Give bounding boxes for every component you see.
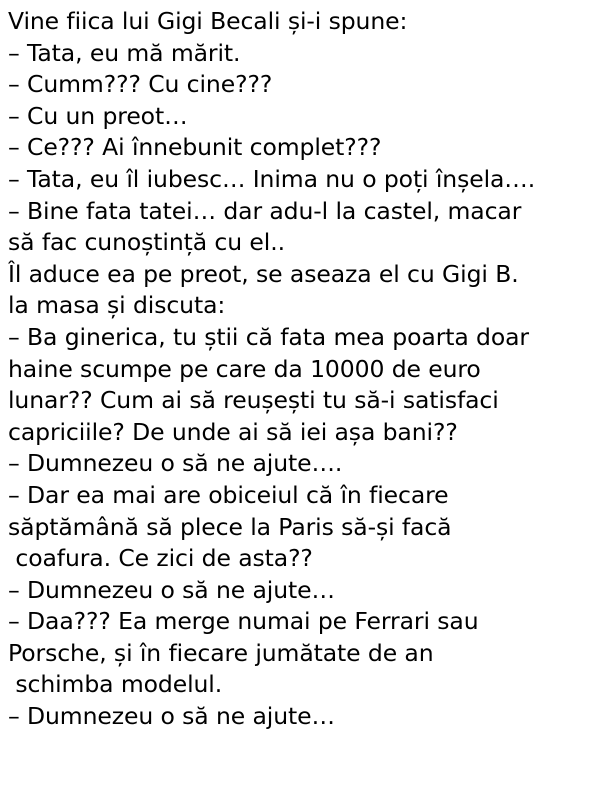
text-line: schimba modelul. bbox=[8, 670, 223, 699]
text-line: haine scumpe pe care da 10000 de euro bbox=[8, 354, 481, 383]
text-line: Porsche, și în fiecare jumătate de an bbox=[8, 638, 434, 667]
text-line: Vine fiica lui Gigi Becali și-i spune: bbox=[8, 7, 408, 35]
text-line: – Dumnezeu o să ne ajute…. bbox=[8, 449, 343, 478]
text-line: săptămână să plece la Paris să-și facă bbox=[8, 512, 452, 541]
text-line: – Daa??? Ea merge numai pe Ferrari sau bbox=[8, 607, 479, 636]
text-line: – Dumnezeu o să ne ajute… bbox=[8, 702, 335, 731]
text-line: coafura. Ce zici de asta?? bbox=[8, 544, 313, 573]
text-line: – Ba ginerica, tu știi că fata mea poarta doar bbox=[8, 322, 529, 351]
text-line: lunar?? Cum ai să reușești tu să-i satisfaci bbox=[8, 386, 499, 415]
text-line: – Ce??? Ai înnebunit complet??? bbox=[8, 133, 382, 162]
text-line: la masa și discuta: bbox=[8, 291, 226, 320]
text-line: – Bine fata tatei… dar adu-l la castel, macar bbox=[8, 196, 522, 225]
text-line: – Cumm??? Cu cine??? bbox=[8, 70, 273, 99]
text-line: – Dumnezeu o să ne ajute… bbox=[8, 575, 335, 604]
text-line: – Cu un preot… bbox=[8, 101, 188, 130]
text-line: – Dar ea mai are obiceiul că în fiecare bbox=[8, 480, 449, 509]
text-line: – Tata, eu îl iubesc… Inima nu o poți înșela…. bbox=[8, 164, 536, 193]
text-line: capriciile? De unde ai să iei așa bani?? bbox=[8, 417, 458, 446]
text-line: – Tata, eu mă mărit. bbox=[8, 38, 241, 67]
text-line: Îl aduce ea pe preot, se aseaza el cu Gigi B. bbox=[8, 259, 519, 288]
text-line: să fac cunoștință cu el.. bbox=[8, 228, 285, 257]
